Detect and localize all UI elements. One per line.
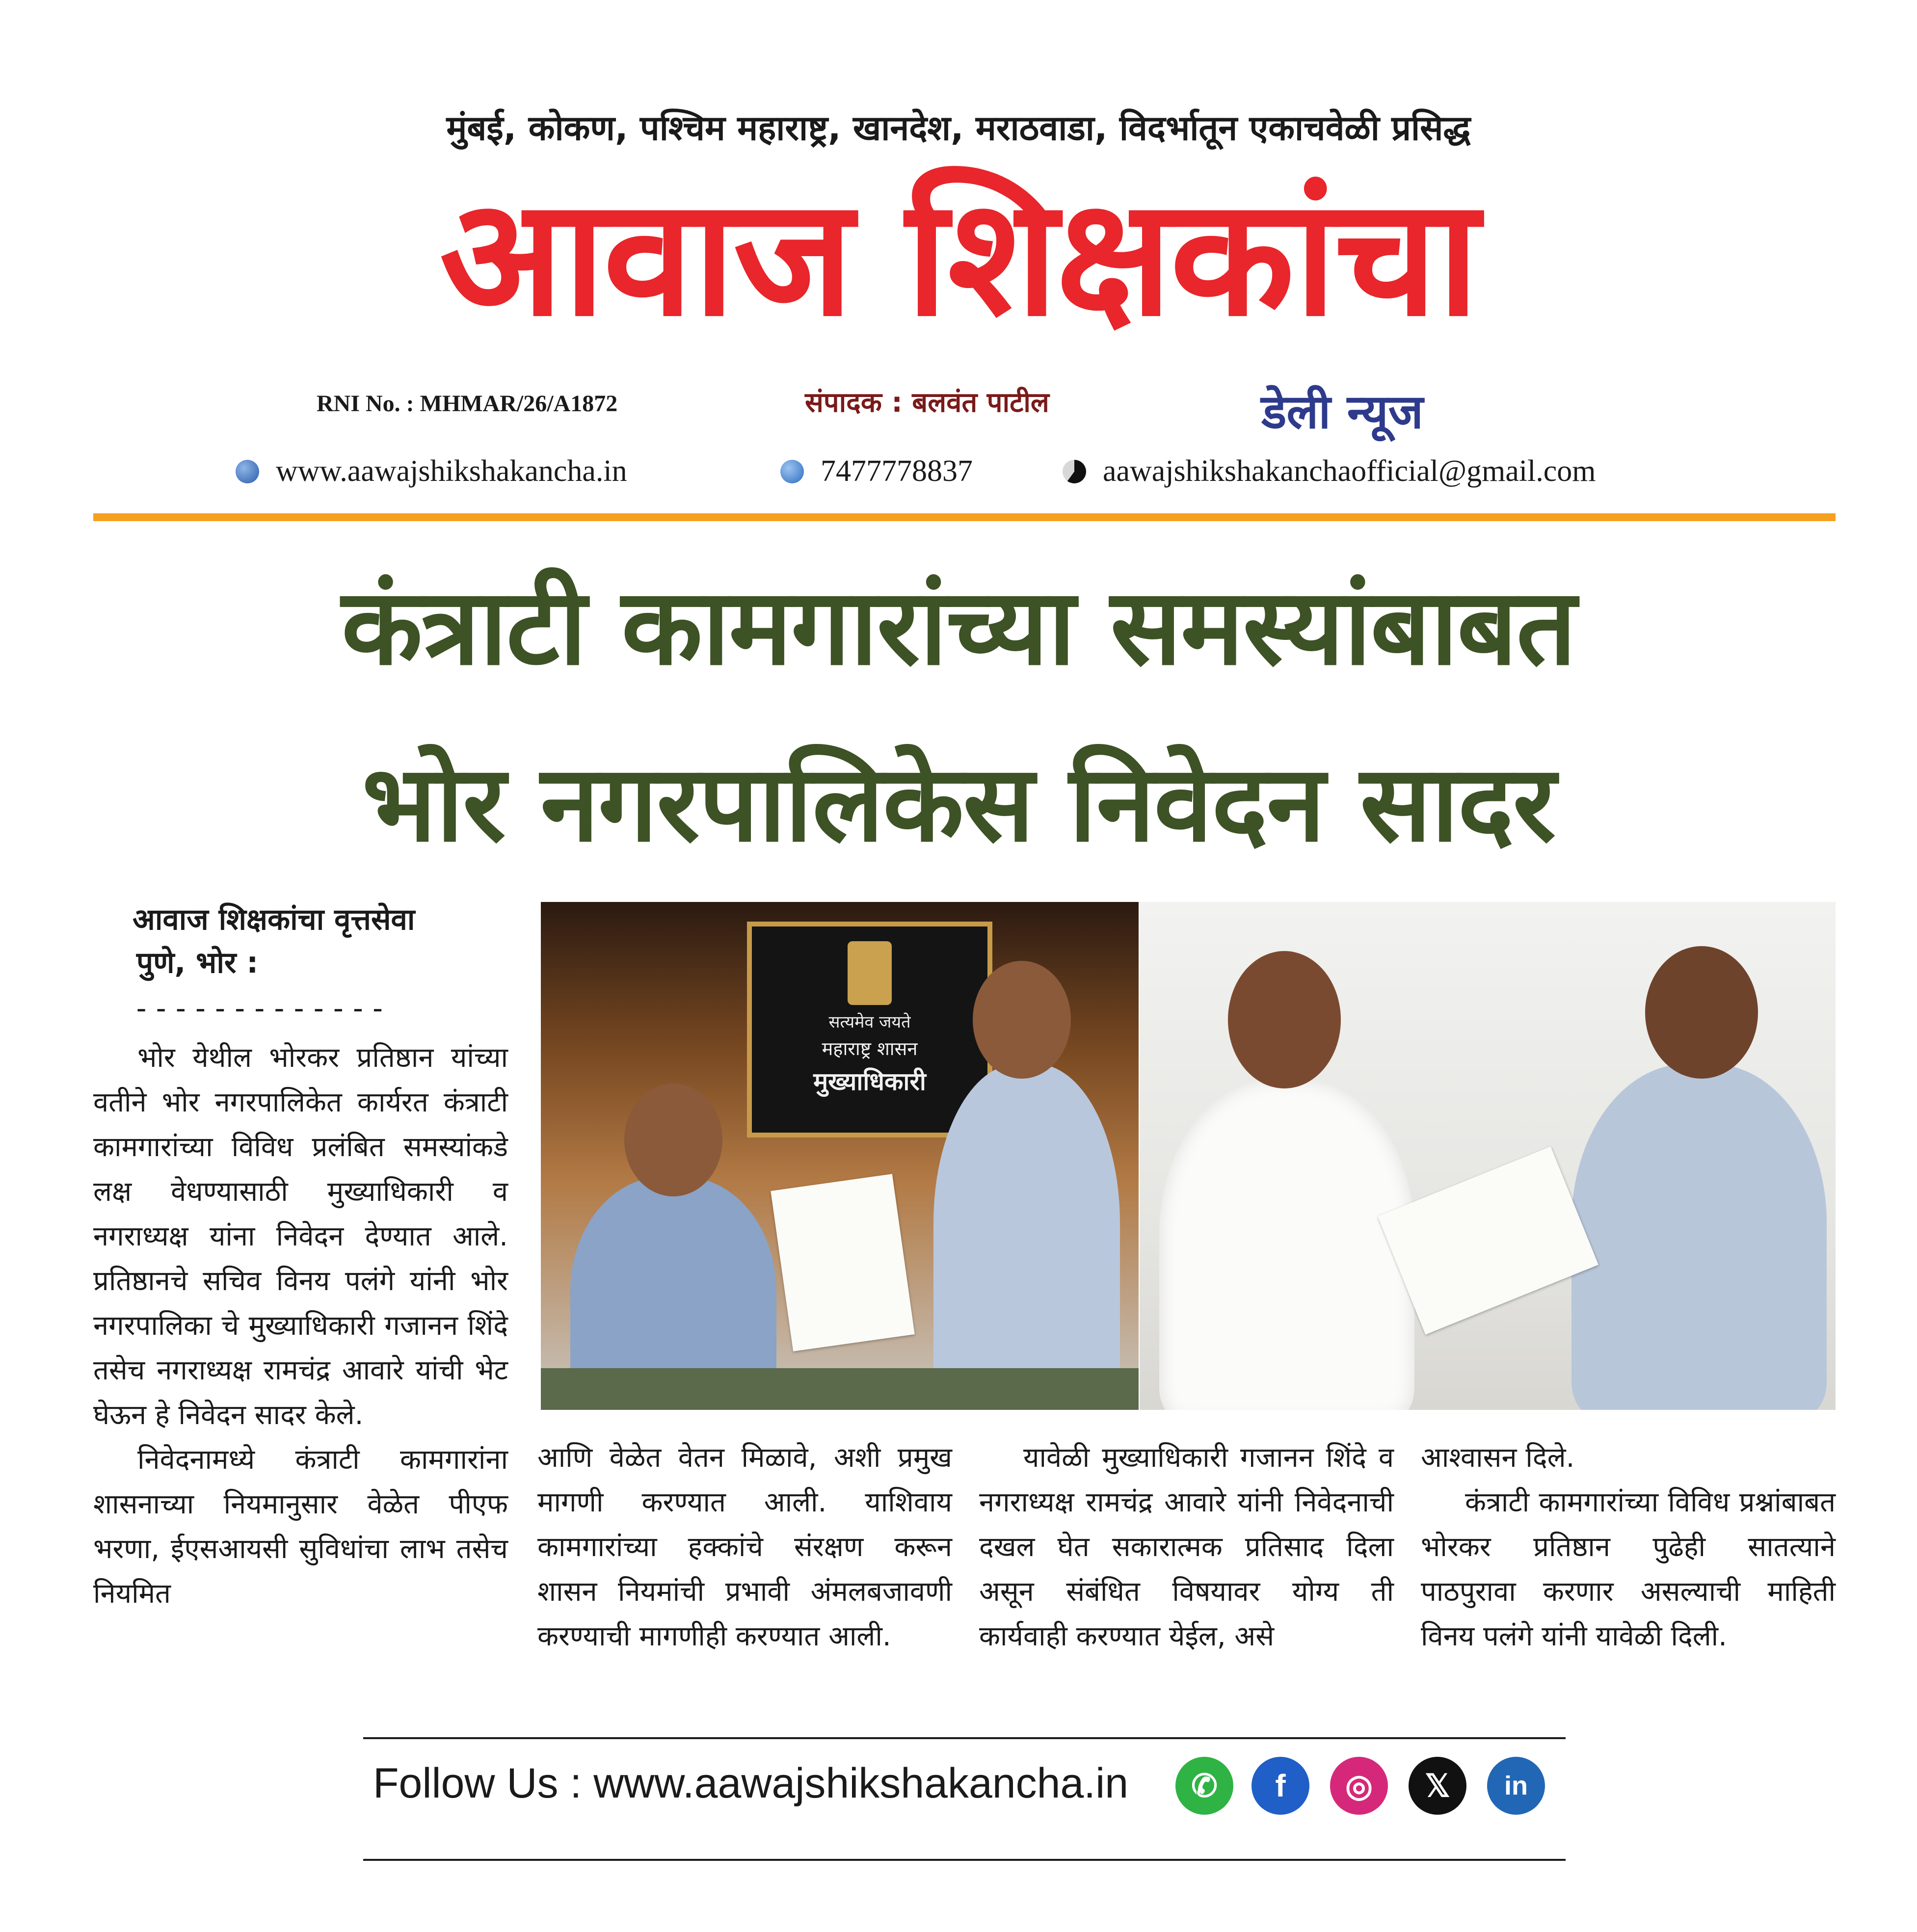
article-column-3 <box>979 1435 1394 1659</box>
whatsapp-icon[interactable]: ✆ <box>1175 1757 1233 1815</box>
edition-tagline: मुंबई, कोकण, पश्चिम महाराष्ट्र, खानदेश, मराठवाडा, विदर्भातून एकाचवेळी प्रसिद्ध <box>446 108 1471 148</box>
photo-president-memorandum <box>1140 902 1836 1410</box>
petitioner-figure <box>1571 1064 1827 1410</box>
article-paragraph: आणि वेळेत वेतन मिळावे, अशी प्रमुख मागणी करण्यात आली. याशिवाय कामगारांच्या हक्कांचे संरक्षण करून शासन नियमांची प्रभावी अंमलबजावणी करण्याची मागणीही करण्यात आली. <box>537 1442 952 1652</box>
newspaper-masthead: आवाज शिक्षकांचा <box>439 163 1478 352</box>
article-paragraph: आश्वासन दिले. <box>1421 1442 1575 1474</box>
plaque-motto: सत्यमेव जयते <box>828 1012 911 1032</box>
follow-us-link[interactable]: Follow Us : www.aawajshikshakancha.in <box>373 1760 1129 1807</box>
footer-top-rule <box>363 1737 1566 1739</box>
phone-text: 7477778837 <box>821 454 973 488</box>
seated-official-head <box>624 1084 722 1196</box>
article-column-1 <box>93 1035 508 1616</box>
standing-petitioner <box>933 1064 1120 1410</box>
emblem-icon <box>848 941 892 1005</box>
editor-credit: संपादक : बलवंत पाटील <box>805 387 1049 419</box>
website-text: www.aawajshikshakancha.in <box>276 454 627 488</box>
footer-bottom-rule <box>363 1859 1566 1861</box>
email-text: aawajshikshakanchaofficial@gmail.com <box>1103 454 1596 488</box>
headline-line-2: भोर नगरपालिकेस निवेदन सादर <box>362 742 1555 865</box>
president-head <box>1228 951 1341 1088</box>
president-figure <box>1159 1079 1414 1410</box>
website-contact[interactable] <box>236 454 627 489</box>
linkedin-icon[interactable]: in <box>1487 1757 1545 1815</box>
plaque-title: मुख्याधिकारी <box>813 1067 926 1096</box>
article-column-4 <box>1421 1435 1836 1659</box>
plaque-govt: महाराष्ट्र शासन <box>822 1038 918 1059</box>
standing-petitioner-head <box>973 961 1071 1079</box>
article-paragraph: यावेळी मुख्याधिकारी गजानन शिंदे व नगराध्यक्ष रामचंद्र आवारे यांनी निवेदनाची दखल घेत सकारात्मक प्रतिसाद दिला असून संबंधित विषयावर योग्य ती कार्यवाही करण्यात येईल, असे <box>979 1442 1394 1652</box>
memorandum-paper <box>771 1174 914 1351</box>
facebook-icon[interactable]: f <box>1251 1757 1309 1815</box>
article-paragraph: कंत्राटी कामगारांच्या विविध प्रश्नांबाबत भोरकर प्रतिष्ठान पुढेही सातत्याने पाठपुरावा करणार असल्याची माहिती विनय पलंगे यांनी यावेळी दिली. <box>1421 1486 1836 1652</box>
x-icon[interactable]: 𝕏 <box>1409 1757 1466 1815</box>
byline <box>133 898 415 984</box>
photo-office-memorandum <box>541 902 1139 1410</box>
email-icon <box>1063 460 1086 483</box>
instagram-icon[interactable]: ◎ <box>1330 1757 1388 1815</box>
article-paragraph: भोर येथील भोरकर प्रतिष्ठान यांच्या वतीने भोर नगरपालिकेत कार्यरत कंत्राटी कामगारांच्या विविध प्रलंबित समस्यांकडे लक्ष वेधण्यासाठी मुख्याधिकारी व नगराध्यक्ष यांना निवेदन देण्यात आले. प्रतिष्ठानचे सचिव विनय पलंगे यांनी भोर नगरपालिका चे मुख्याधिकारी गजानन शिंदे तसेच नगराध्यक्ष रामचंद्र आवारे यांची भेट घेऊन हे निवेदन सादर केले. <box>93 1042 508 1431</box>
email-contact[interactable] <box>1063 454 1596 489</box>
article-column-2 <box>537 1435 952 1659</box>
phone-icon <box>780 460 804 483</box>
desk <box>541 1368 1139 1410</box>
daily-news-label: डेली न्यूज <box>1261 384 1423 439</box>
byline-agency: आवाज शिक्षकांचा वृत्तसेवा <box>133 902 415 937</box>
rni-number: RNI No. : MHMAR/26/A1872 <box>317 391 618 417</box>
byline-separator: ------------- <box>133 991 389 1026</box>
article-paragraph: निवेदनामध्ये कंत्राटी कामगारांना शासनाच्या नियमानुसार वेळेत पीएफ भरणा, ईएसआयसी सुविधांचा लाभ तसेच नियमित <box>93 1444 508 1610</box>
petitioner-head <box>1645 946 1758 1079</box>
phone-contact[interactable] <box>780 454 973 489</box>
header-divider <box>93 513 1836 521</box>
byline-place: पुणे, भोर : <box>136 946 259 980</box>
office-nameplate <box>747 922 992 1138</box>
globe-icon <box>236 460 259 483</box>
headline-line-1: कंत्राटी कामगारांच्या समस्यांबाबत <box>341 565 1576 688</box>
